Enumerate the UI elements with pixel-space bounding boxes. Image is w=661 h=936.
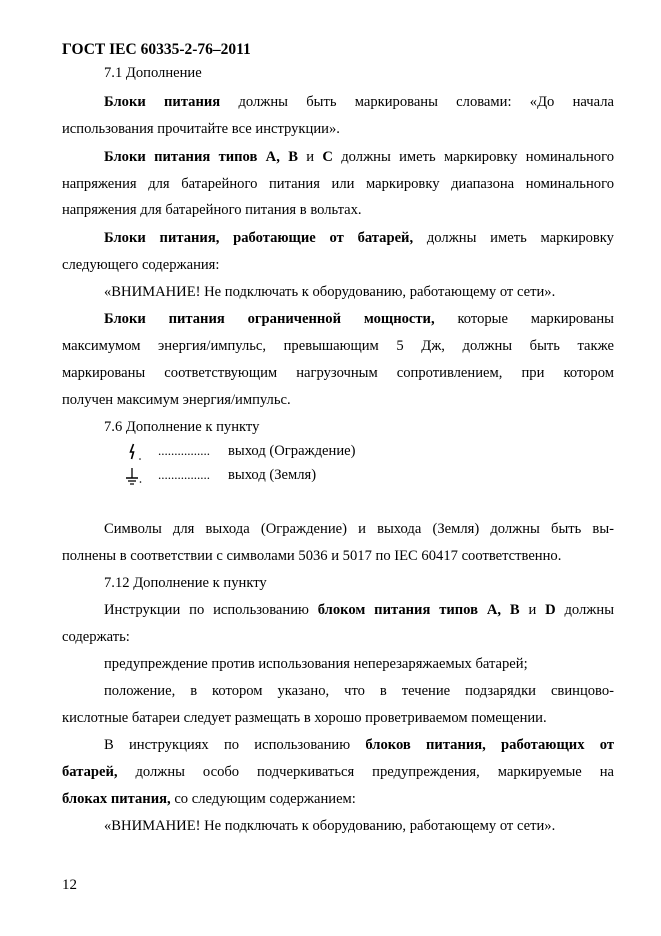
text-run: со следующим содержанием: — [170, 791, 356, 807]
text-run: которые маркированы — [434, 311, 614, 327]
text-run: и — [519, 602, 546, 618]
fence-output-icon — [126, 443, 142, 461]
s712-p4-line3 — [62, 790, 356, 808]
bold-term: блоках питания, — [62, 791, 171, 807]
symbol-label: выход (Ограждение) — [228, 443, 356, 459]
s71-p2-line3: напряжения для батарейного питания в вольтах. — [62, 202, 362, 218]
s71-p5-line3: маркированы соответствующим нагрузочным сопротивлением, при котором — [62, 365, 614, 381]
bold-term: блоком питания типов A, B — [317, 602, 520, 618]
bold-term: C — [322, 149, 333, 165]
symbol-leader: ................ — [158, 467, 210, 482]
s71-p3-line2: следующего содержания: — [62, 257, 220, 273]
bold-term: Блоки питания типов A, B — [104, 149, 298, 165]
symbol-leader: ................ — [158, 443, 210, 458]
section-7-6-title: 7.6 Дополнение к пункту — [104, 419, 260, 435]
bold-term: D — [545, 602, 556, 618]
text-run: должны иметь маркировку — [413, 230, 614, 246]
bold-term: Блоки питания — [104, 94, 221, 110]
page-number: 12 — [62, 877, 77, 893]
text-run: должны быть маркированы словами: «До начала — [220, 94, 614, 110]
section-7-1-title: 7.1 Дополнение — [104, 65, 202, 81]
text-run: и — [297, 149, 323, 165]
s71-p1-line1 — [104, 93, 614, 111]
text-run: Инструкции по использованию — [104, 602, 318, 618]
s76-p1-line2: полнены в соответствии с символами 5036 и 5017 по IEC 60417 соответственно. — [62, 548, 562, 564]
s71-p2-line2: напряжения для батарейного питания или маркировку диапазона номинального — [62, 176, 614, 192]
s71-p5-line1 — [104, 310, 614, 328]
s71-p5-line2: максимумом энергия/импульс, превышающим 5 Дж, должны быть также — [62, 338, 614, 354]
document-header: ГОСТ IEC 60335-2-76–2011 — [62, 41, 251, 58]
text-run: В инструкциях по использованию — [104, 737, 366, 753]
bold-term: Блоки питания, работающие от батарей, — [104, 230, 414, 246]
s712-p1-line1 — [104, 601, 614, 619]
text-run: должны иметь маркировку номинального — [332, 149, 615, 165]
bold-term: блоков питания, работающих от — [365, 737, 614, 753]
text-run: должны особо подчеркиваться предупреждения, маркируемые на — [117, 764, 614, 780]
symbol-label: выход (Земля) — [228, 467, 317, 483]
s712-p3-line1: положение, в котором указано, что в течение подзарядки свинцово- — [104, 683, 614, 699]
s712-warning: «ВНИМАНИЕ! Не подключать к оборудованию, работающему от сети». — [104, 818, 556, 834]
s712-p1-line2: содержать: — [62, 629, 130, 645]
s71-p3-line1 — [104, 229, 614, 247]
s712-p4-line2 — [62, 763, 614, 781]
s712-p2: предупреждение против использования неперезаряжаемых батарей; — [104, 656, 528, 672]
bold-term: батарей, — [62, 764, 118, 780]
s712-p3-line2: кислотные батареи следует размещать в хорошо проветриваемом помещении. — [62, 710, 547, 726]
s71-p2-line1 — [104, 148, 614, 166]
s76-p1-line1: Символы для выхода (Ограждение) и выхода (Земля) должны быть вы- — [104, 521, 614, 537]
s71-p1-line2: использования прочитайте все инструкции». — [62, 121, 340, 137]
earth-output-icon — [126, 467, 142, 485]
section-7-12-title: 7.12 Дополнение к пункту — [104, 575, 267, 591]
bold-term: Блоки питания ограниченной мощности, — [104, 311, 435, 327]
text-run: должны — [555, 602, 615, 618]
s712-p4-line1 — [104, 736, 614, 754]
s71-p5-line4: получен максимум энергия/импульс. — [62, 392, 291, 408]
s71-warning: «ВНИМАНИЕ! Не подключать к оборудованию, работающему от сети». — [104, 284, 556, 300]
